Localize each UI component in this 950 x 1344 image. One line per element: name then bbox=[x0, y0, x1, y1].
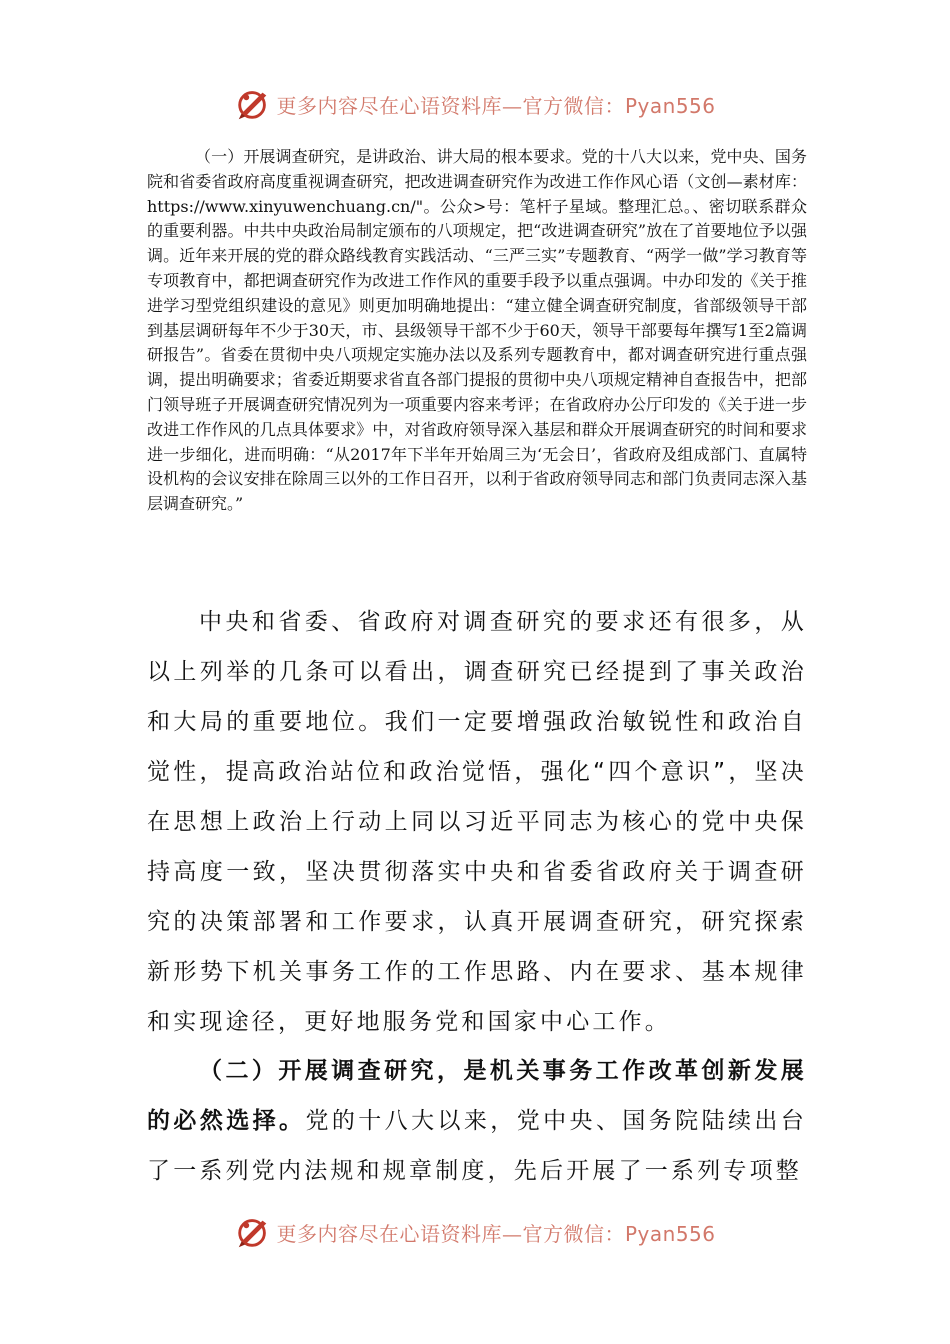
section2-body: 党的十八大以来，党中央、国务院陆续出台了一系列党内法规和规章制度，先后开展了一系列专项整 bbox=[147, 1108, 807, 1184]
pen-circle-logo-icon bbox=[234, 85, 272, 123]
footer-watermark-banner bbox=[0, 1212, 950, 1252]
section2-heading: （二）开展调查研究，是机关事务工作改革创新发展的必然选择。 bbox=[147, 1058, 807, 1134]
watermark-label: 更多内容尽在心语资料库—官方微信： bbox=[276, 93, 625, 118]
header-watermark-banner bbox=[0, 84, 950, 124]
section1-paragraph: （一）开展调查研究，是讲政治、讲大局的根本要求。党的十八大以来，党中央、国务院和省委省政府高度重视调查研究，把改进调查研究作为改进工作作风心语（文创—素材库：https://www.xinyuwenchuang.cn/"。公众>号：笔杆子星域。整理汇总。、密切联系群众的重要利器。中共中央政治局制定颁布的八项规定，把“改进调查研究”放在了首要地位予以强调。近年来开展的党的群众路线教育实践活动、“三严三实”专题教育、“两学一做”学习教育等专项教育中，都把调查研究作为改进工作作风的重要手段予以重点强调。中办印发的《关于推进学习型党组织建设的意见》则更加明确地提出：“建立健全调查研究制度，省部级领导干部到基层调研每年不少于30天，市、县级领导干部不少于60天，领导干部要每年撰写1至2篇调研报告”。省委在贯彻中央八项规定实施办法以及系列专题教育中，都对调查研究进行重点强调，提出明确要求；省委近期要求省直各部门提报的贯彻中央八项规定精神自查报告中，把部门领导班子开展调查研究情况列为一项重要内容来考评；在省政府办公厅印发的《关于进一步改进工作作风的几点具体要求》中，对省政府领导深入基层和群众开展调查研究的时间和要求进一步细化，进而明确：“从2017年下半年开始周三为‘无会日’，省政府及组成部门、直属特设机构的会议安排在除周三以外的工作日召开，以利于省政府领导同志和部门负责同志深入基层调查研究。” bbox=[147, 147, 807, 514]
header-watermark-text bbox=[276, 90, 715, 119]
watermark-contact: Pyan556 bbox=[624, 1221, 716, 1246]
section1-conclusion-paragraph: 中央和省委、省政府对调查研究的要求还有很多，从以上列举的几条可以看出，调查研究已经提到了事关政治和大局的重要地位。我们一定要增强政治敏锐性和政治自觉性，提高政治站位和政治觉悟，强化“四个意识”，坚决在思想上政治上行动上同以习近平同志为核心的党中央保持高度一致，坚决贯彻落实中央和省委省政府关于调查研究的决策部署和工作要求，认真开展调查研究，研究探索新形势下机关事务工作的工作思路、内在要求、基本规律和实现途径，更好地服务党和国家中心工作。 bbox=[147, 609, 807, 1035]
section2-paragraph bbox=[147, 1046, 807, 1196]
pen-circle-logo-icon bbox=[234, 1213, 272, 1251]
footer-watermark-text bbox=[276, 1218, 715, 1247]
watermark-contact: Pyan556 bbox=[624, 93, 716, 118]
watermark-label: 更多内容尽在心语资料库—官方微信： bbox=[276, 1221, 625, 1246]
